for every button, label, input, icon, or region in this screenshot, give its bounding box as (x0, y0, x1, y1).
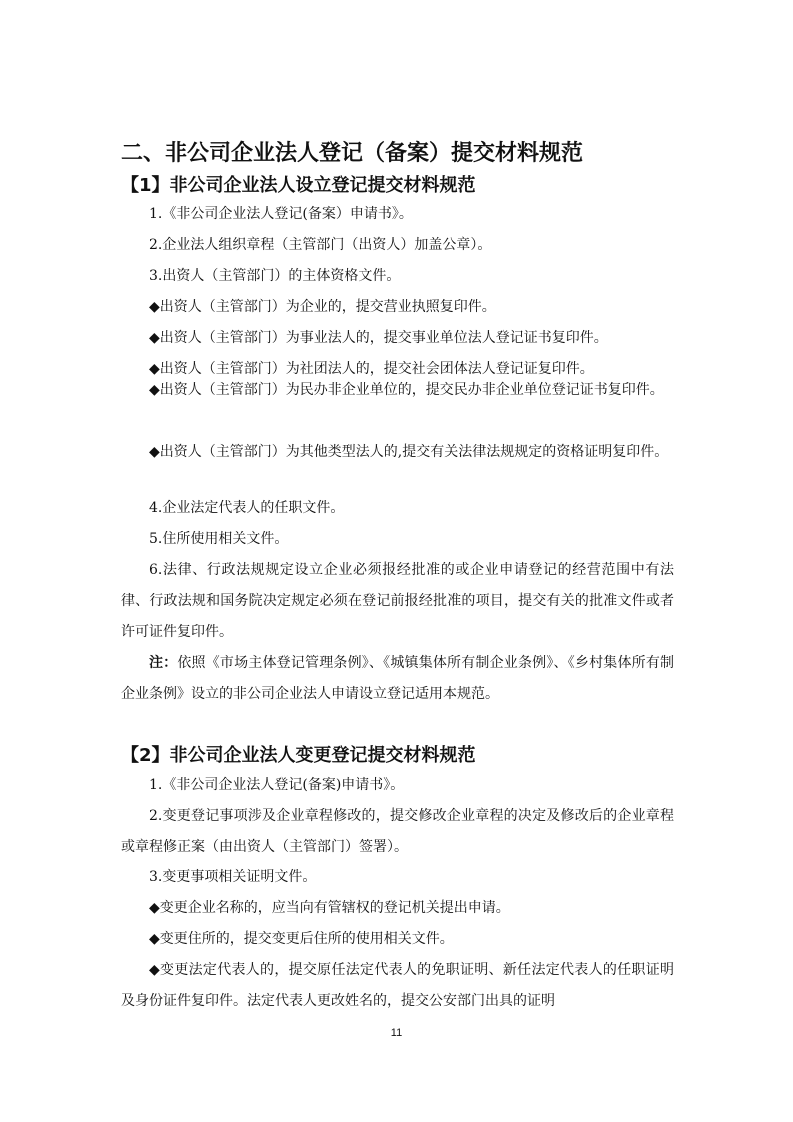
section-2-item-2: 2.变更登记事项涉及企业章程修改的，提交修改企业章程的决定及修改后的企业章程或章程修正案（由出资人（主管部门）签署）。 (121, 808, 674, 855)
section-1-item-5: 5.住所使用相关文件。 (149, 531, 289, 547)
note-label: 注： (149, 655, 178, 671)
section-1-bullet-private-non-enterprise: ◆出资人（主管部门）为民办非企业单位的，提交民办非企业单位登记证书复印件。 (149, 382, 664, 398)
section-2-item-1: 1.《非公司企业法人登记(备案)申请书》。 (149, 777, 405, 793)
page-title: 二、非公司企业法人登记（备案）提交材料规范 (121, 141, 584, 166)
page-number: 11 (390, 1027, 403, 1039)
section-1-note (121, 648, 674, 710)
section-2-bullet-representative-change: ◆变更法定代表人的，提交原任法定代表人的免职证明、新任法定代表人的任职证明及身份证件复印件。法定代表人更改姓名的，提交公安部门出具的证明 (121, 962, 674, 1009)
section-1-item-4: 4.企业法定代表人的任职文件。 (149, 500, 345, 516)
section-2-bullet-address-change: ◆变更住所的，提交变更后住所的使用相关文件。 (149, 931, 454, 947)
section-2-item-3: 3.变更事项相关证明文件。 (149, 869, 317, 885)
section-1-item-1: 1.《非公司企业法人登记(备案）申请书》。 (149, 206, 413, 222)
section-1-heading: 【1】非公司企业法人设立登记提交材料规范 (121, 175, 476, 196)
section-1-bullet-enterprise: ◆出资人（主管部门）为企业的，提交营业执照复印件。 (149, 299, 496, 315)
section-1-item-3: 3.出资人（主管部门）的主体资格文件。 (149, 268, 401, 284)
section-2-bullet-name-change: ◆变更企业名称的，应当向有管辖权的登记机关提出申请。 (149, 900, 510, 916)
section-1-bullet-public-institution: ◆出资人（主管部门）为事业法人的，提交事业单位法人登记证书复印件。 (149, 330, 608, 346)
section-1-item-2: 2.企业法人组织章程（主管部门（出资人）加盖公章）。 (149, 237, 492, 253)
section-1-bullet-social-group: ◆出资人（主管部门）为社团法人的，提交社会团体法人登记证复印件。 (149, 361, 594, 377)
note-text: 依照《市场主体登记管理条例》、《城镇集体所有制企业条例》、《乡村集体所有制企业条例》设立的非公司企业法人申请设立登记适用本规范。 (121, 655, 675, 702)
section-2-heading: 【2】非公司企业法人变更登记提交材料规范 (121, 745, 476, 766)
section-1-item-6: 6.法律、行政法规规定设立企业必须报经批准的或企业申请登记的经营范围中有法律、行政法规和国务院决定规定必须在登记前报经批准的项目，提交有关的批准文件或者许可证件复印件。 (121, 562, 674, 640)
section-1-bullet-other-legal-person: ◆出资人（主管部门）为其他类型法人的,提交有关法律法规规定的资格证明复印件。 (149, 444, 669, 460)
